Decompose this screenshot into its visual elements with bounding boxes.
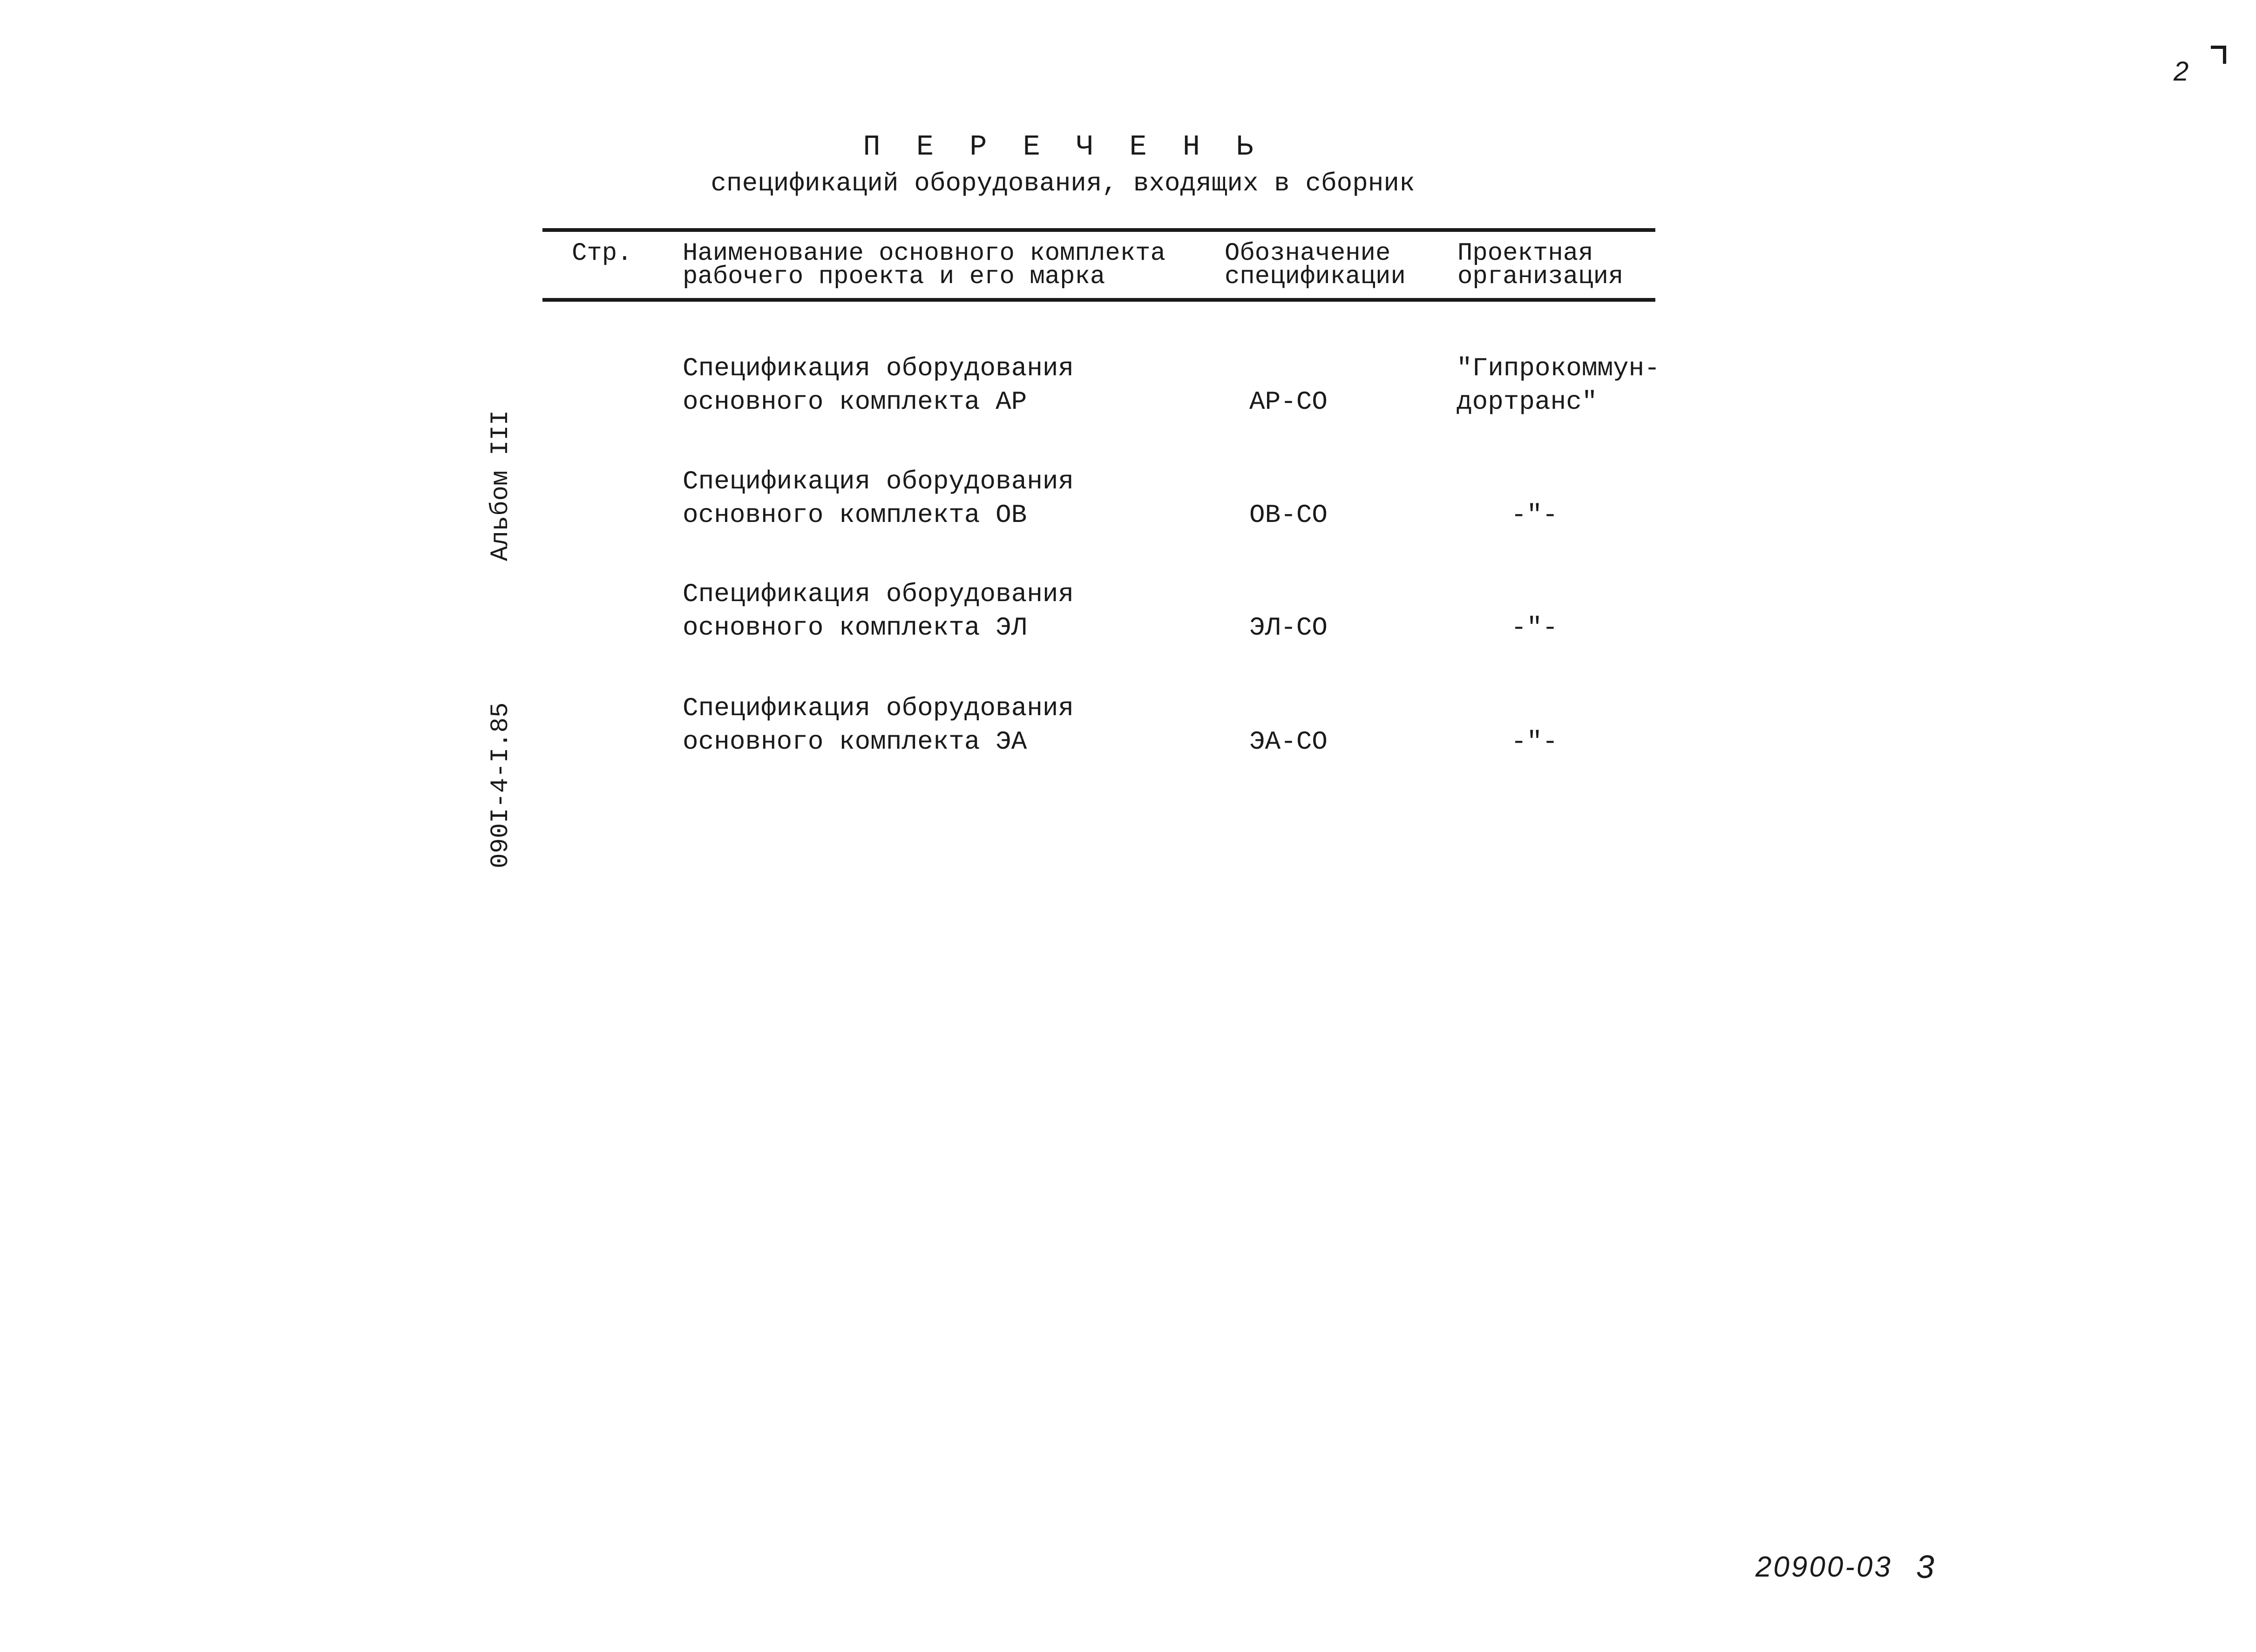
document-subtitle: спецификаций оборудования, входящих в сборник xyxy=(711,169,1415,198)
header-name: Наименование основного комплекта рабочего проекта и его марка xyxy=(683,239,1165,291)
page-number: 2 xyxy=(2174,56,2189,87)
footer-code: 20900-03 xyxy=(1755,1551,1893,1583)
header-designation: Обозначение спецификации xyxy=(1225,239,1406,291)
corner-mark xyxy=(2211,46,2226,64)
table-header-rule xyxy=(542,298,1655,302)
row-designation: ЭА-СО xyxy=(1249,727,1328,757)
row-organization: "Гипрокоммун- дортранс" xyxy=(1457,353,1660,417)
document-title: П Е Р Е Ч Е Н Ь xyxy=(863,130,1263,163)
row-name: Спецификация оборудования основного комплекта ОВ xyxy=(683,467,1074,530)
footer-sheet-number: 3 xyxy=(1916,1549,1934,1585)
header-page: Стр. xyxy=(572,239,632,268)
document-code-side-label: 090I-4-I.85 xyxy=(487,702,515,868)
header-organization: Проектная организация xyxy=(1457,239,1624,291)
row-name: Спецификация оборудования основного комплекта АР xyxy=(683,353,1074,417)
row-organization: -"- xyxy=(1511,613,1558,643)
album-side-label: Альбом III xyxy=(487,410,515,561)
row-designation: АР-СО xyxy=(1249,387,1328,417)
row-name: Спецификация оборудования основного комплекта ЭА xyxy=(683,693,1074,757)
table-top-rule xyxy=(542,228,1655,232)
row-designation: ЭЛ-СО xyxy=(1249,613,1328,643)
row-name: Спецификация оборудования основного комплекта ЭЛ xyxy=(683,579,1074,643)
row-organization: -"- xyxy=(1511,727,1558,757)
row-designation: ОВ-СО xyxy=(1249,500,1328,530)
row-organization: -"- xyxy=(1511,500,1558,530)
